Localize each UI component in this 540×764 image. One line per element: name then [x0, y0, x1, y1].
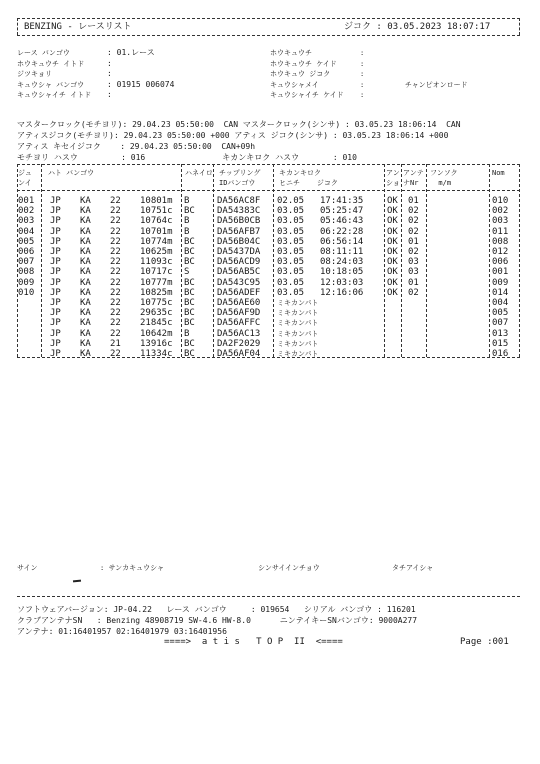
row-record-date: 03.05 [277, 236, 305, 247]
row-color: B [184, 328, 190, 339]
row-rank: 004 [18, 226, 35, 237]
clock-line-1: マスタークロック(モチヨリ): 29.04.23 05:50:00 CAN マスタークロック(シンサ) : 03.05.23 18:06:14 CAN [17, 120, 461, 129]
row-prefix-club: KA [80, 318, 91, 329]
row-year: 22 [110, 349, 121, 359]
race-info-value: : [107, 69, 117, 78]
row-chip-id: DA56AF9D [217, 308, 261, 319]
row-color: BC [184, 257, 195, 268]
table-row [0, 247, 540, 257]
row-year: 22 [110, 226, 121, 237]
row-color: BC [184, 247, 195, 257]
col-header-nom: Nom [492, 169, 505, 177]
footer-separator [17, 596, 520, 597]
row-nom: 011 [492, 226, 509, 237]
row-antenna-nr: 03 [408, 267, 419, 278]
row-prefix-club: KA [80, 277, 91, 288]
row-rank: 003 [18, 216, 35, 227]
row-nom: 015 [492, 338, 509, 349]
row-year: 22 [110, 298, 121, 308]
footer-page-number: Page :001 [460, 637, 509, 647]
row-record-date: ミキカンパト [277, 350, 319, 358]
table-row [0, 196, 540, 206]
row-nom: 013 [492, 328, 509, 339]
col-header-antenna-nr: アンテ ナNr [403, 169, 424, 187]
row-ring-number: 10642m [140, 328, 173, 339]
row-prefix-club: KA [80, 247, 91, 257]
race-info-value: : [360, 91, 377, 99]
row-record-date: ミキカンパト [277, 339, 319, 348]
row-ring-number: 10777m [140, 277, 173, 288]
participant-sign-label: : サンカキュウシャ [100, 564, 164, 572]
row-year: 22 [110, 267, 121, 278]
row-year: 22 [110, 277, 121, 288]
row-year: 22 [110, 318, 121, 329]
row-color: BC [184, 318, 195, 329]
row-prefix-country: JP [50, 206, 61, 217]
row-rank: 006 [18, 247, 35, 257]
row-chip-id: DA56AC8F [217, 196, 261, 206]
race-info-label: キュウシャイチ ケイド [270, 91, 344, 99]
row-year: 22 [110, 236, 121, 247]
race-info-value: : [360, 59, 377, 68]
col-header-record: キカンキロク ヒニチ ジコク [279, 169, 338, 187]
row-ring-number: 11093c [140, 257, 173, 268]
row-year: 22 [110, 328, 121, 339]
row-chip-id: DA56ADEF [217, 287, 261, 298]
row-antenna-status: OK [387, 216, 398, 227]
row-ring-number: 10825m [140, 287, 173, 298]
race-info-value: : [107, 58, 117, 68]
row-ring-number: 11334c [140, 349, 173, 359]
row-record-time: 05:46:43 [320, 216, 364, 227]
report-time-label: ジコク : 03.05.2023 18:07:17 [344, 22, 491, 32]
table-row [0, 257, 540, 267]
row-antenna-status: OK [387, 206, 398, 217]
row-prefix-club: KA [80, 308, 91, 319]
row-chip-id: DA56AF04 [217, 349, 261, 359]
footer-brand: ====> a t i s T O P II <==== [164, 637, 343, 647]
row-ring-number: 10717c [140, 267, 173, 278]
row-nom: 012 [492, 247, 509, 257]
row-chip-id: DA54383C [217, 206, 261, 217]
row-antenna-nr: 02 [408, 206, 419, 217]
race-info-value: : 01915 006074 [107, 79, 175, 89]
row-color: BC [184, 236, 195, 247]
table-row [0, 227, 540, 237]
row-nom: 004 [492, 298, 509, 308]
row-prefix-club: KA [80, 206, 91, 217]
row-ring-number: 10751c [140, 206, 173, 217]
row-prefix-country: JP [50, 298, 61, 308]
row-prefix-club: KA [80, 236, 91, 247]
row-year: 22 [110, 216, 121, 227]
row-color: B [184, 196, 190, 206]
row-nom: 002 [492, 206, 509, 217]
row-antenna-status: OK [387, 257, 398, 268]
row-color: BC [184, 338, 195, 349]
witness-sign-label: タチアイシャ [392, 564, 434, 572]
row-year: 22 [110, 287, 121, 298]
row-record-time: 17:41:35 [320, 196, 364, 206]
row-antenna-nr: 01 [408, 236, 419, 247]
row-record-time: 12:16:06 [320, 287, 364, 298]
row-prefix-club: KA [80, 328, 91, 339]
clock-line-2: アティスジコク(モチヨリ): 29.04.23 05:50:00 +000 アティス ジコク(シンサ) : 03.05.23 18:06:14 +000 [17, 131, 449, 140]
row-record-time: 12:03:03 [320, 277, 364, 288]
row-prefix-club: KA [80, 226, 91, 237]
row-antenna-nr: 01 [408, 277, 419, 288]
sign-label: サイン [17, 564, 38, 572]
row-record-date: ミキカンパト [277, 309, 319, 318]
row-antenna-status: OK [387, 226, 398, 237]
row-prefix-club: KA [80, 196, 91, 206]
row-chip-id: DA56AFB7 [217, 226, 261, 237]
row-nom: 009 [492, 277, 509, 288]
row-nom: 007 [492, 318, 509, 329]
row-prefix-club: KA [80, 349, 91, 359]
row-antenna-nr: 02 [408, 226, 419, 237]
row-year: 21 [110, 338, 121, 349]
table-row [0, 339, 540, 349]
report-time-value: 03.05.2023 18:07:17 [387, 22, 491, 32]
row-record-date: ミキカンパト [277, 329, 319, 338]
row-rank: 007 [18, 257, 35, 268]
table-row [0, 349, 540, 359]
row-ring-number: 21845c [140, 318, 173, 329]
row-rank: 001 [18, 196, 35, 206]
row-prefix-country: JP [50, 236, 61, 247]
row-chip-id: DA56B04C [217, 236, 261, 247]
race-info-label: キュウシャ バンゴウ [17, 80, 85, 89]
row-nom: 005 [492, 308, 509, 319]
race-info-label: ホウキュウチ ケイド [270, 59, 337, 68]
table-row [0, 237, 540, 247]
row-antenna-status: OK [387, 247, 398, 257]
table-row [0, 278, 540, 288]
row-record-date: ミキカンパト [277, 319, 319, 328]
row-nom: 016 [492, 349, 509, 359]
row-antenna-status: OK [387, 267, 398, 278]
row-year: 22 [110, 196, 121, 206]
row-prefix-country: JP [50, 328, 61, 339]
row-color: B [184, 216, 190, 227]
row-record-date: 03.05 [277, 257, 305, 268]
row-color: BC [184, 206, 195, 217]
footer-line-1: ソフトウェアバージョン: JP-04.22 レース バンゴウ : 019654 シリアル バンゴウ : 116201 [17, 605, 416, 614]
row-antenna-status: OK [387, 277, 398, 288]
row-rank: 002 [18, 206, 35, 217]
row-record-date: 03.05 [277, 267, 305, 278]
row-prefix-club: KA [80, 298, 91, 308]
row-prefix-country: JP [50, 349, 61, 359]
row-prefix-club: KA [80, 257, 91, 268]
row-prefix-country: JP [50, 216, 61, 227]
race-info-label: キュウシャイチ イトド [17, 91, 92, 99]
row-record-time: 06:22:28 [320, 226, 364, 237]
row-year: 22 [110, 308, 121, 319]
row-antenna-status: OK [387, 287, 398, 298]
row-chip-id: DA56AFFC [217, 318, 261, 329]
row-antenna-nr: 03 [408, 257, 419, 268]
row-year: 22 [110, 206, 121, 217]
row-prefix-country: JP [50, 338, 61, 349]
row-prefix-country: JP [50, 196, 61, 206]
row-record-time: 08:24:03 [320, 257, 364, 268]
row-nom: 014 [492, 287, 509, 298]
row-record-date: 03.05 [277, 277, 305, 288]
title-box-bottom-border [17, 35, 520, 36]
table-row [0, 318, 540, 328]
report-title: BENZING - レースリスト [24, 22, 132, 32]
signature-mark [73, 580, 81, 583]
row-prefix-country: JP [50, 287, 61, 298]
row-color: BC [184, 287, 195, 298]
row-nom: 010 [492, 196, 509, 206]
row-ring-number: 10764c [140, 216, 173, 227]
race-info-label: ホウキュウチ イトド [17, 59, 85, 68]
row-prefix-country: JP [50, 247, 61, 257]
row-ring-number: 10701m [140, 226, 173, 237]
row-prefix-country: JP [50, 308, 61, 319]
row-color: BC [184, 349, 195, 359]
row-record-time: 05:25:47 [320, 206, 364, 217]
race-info-value: : 01.レース [107, 48, 155, 57]
race-info-label: ホウキュウチ [270, 49, 312, 57]
col-header-speed: フンソク m/m [430, 169, 458, 187]
col-header-rank: ジュ ンイ [18, 169, 32, 187]
row-chip-id: DA56AE60 [217, 298, 261, 308]
row-prefix-club: KA [80, 267, 91, 278]
table-row [0, 329, 540, 339]
race-info-value: : [360, 49, 377, 57]
row-nom: 008 [492, 236, 509, 247]
table-row [0, 288, 540, 298]
row-year: 22 [110, 247, 121, 257]
row-antenna-nr: 01 [408, 196, 419, 206]
row-prefix-club: KA [80, 338, 91, 349]
row-record-date: 03.05 [277, 247, 305, 257]
judge-sign-label: シンサイインチョウ [258, 564, 320, 572]
title-box-top-border [17, 18, 520, 19]
table-header-separator [17, 190, 520, 191]
row-rank: 010 [18, 287, 35, 298]
clock-line-3: アティス キセイジコク : 29.04.23 05:50:00 CAN+09h [17, 142, 256, 151]
row-chip-id: DA56AC13 [217, 328, 261, 339]
row-color: BC [184, 308, 195, 319]
race-info-label: レース バンゴウ [17, 49, 70, 57]
race-info-label: ジツキョリ [17, 70, 52, 78]
row-chip-id: DA543C95 [217, 277, 261, 288]
col-header-ring: ハト バンゴウ [48, 169, 95, 177]
table-row [0, 308, 540, 318]
row-antenna-nr: 02 [408, 287, 419, 298]
row-record-time: 08:11:11 [320, 247, 364, 257]
row-ring-number: 10775c [140, 298, 173, 308]
col-header-chip: チップリング IDバンゴウ [219, 169, 261, 187]
title-box-left-border [17, 18, 18, 35]
row-prefix-country: JP [50, 226, 61, 237]
row-rank: 009 [18, 277, 35, 288]
row-color: B [184, 226, 190, 237]
row-prefix-country: JP [50, 318, 61, 329]
row-record-date: 03.05 [277, 287, 305, 298]
race-info-label: ホウキュウ ジコク [270, 70, 331, 78]
row-prefix-country: JP [50, 277, 61, 288]
row-nom: 003 [492, 216, 509, 227]
row-ring-number: 10625m [140, 247, 173, 257]
row-prefix-club: KA [80, 216, 91, 227]
col-header-color: ハネイロ [185, 169, 213, 177]
row-record-date: 03.05 [277, 216, 305, 227]
race-info-label: キュウシャメイ [270, 80, 319, 89]
row-color: BC [184, 277, 195, 288]
row-nom: 001 [492, 267, 509, 278]
row-antenna-nr: 02 [408, 247, 419, 257]
row-rank: 005 [18, 236, 35, 247]
row-color: S [184, 267, 190, 278]
row-ring-number: 10774m [140, 236, 173, 247]
row-antenna-nr: 02 [408, 216, 419, 227]
row-record-time: 06:56:14 [320, 236, 364, 247]
table-row [0, 206, 540, 216]
title-box-right-border [519, 18, 520, 35]
table-row [0, 298, 540, 308]
row-prefix-club: KA [80, 287, 91, 298]
row-rank: 008 [18, 267, 35, 278]
row-ring-number: 13916c [140, 338, 173, 349]
footer-line-2: クラブアンテナSN : Benzing 48908719 SW-4.6 HW-8.0 ニンテイキーSNバンゴウ: 9000A277 [17, 616, 418, 625]
race-info-value: : チャンピオンロード [360, 80, 468, 89]
table-top-border [17, 164, 520, 165]
row-nom: 006 [492, 257, 509, 268]
row-chip-id: DA56AB5C [217, 267, 261, 278]
col-header-antenna-status: アン ショ [386, 169, 400, 187]
footer-line-3: アンテナ: 01:16401957 02:16401979 03:16401956 [17, 627, 227, 636]
row-chip-id: DA2F2029 [217, 338, 261, 349]
row-record-date: 03.05 [277, 206, 305, 217]
race-info-value: : [107, 90, 117, 99]
row-prefix-country: JP [50, 267, 61, 278]
table-row [0, 267, 540, 277]
row-ring-number: 10801m [140, 196, 173, 206]
row-chip-id: DA5437DA [217, 247, 261, 257]
row-ring-number: 29635c [140, 308, 173, 319]
row-year: 22 [110, 257, 121, 268]
row-chip-id: DA56B0CB [217, 216, 261, 227]
row-chip-id: DA56ACD9 [217, 257, 261, 268]
row-record-date: 02.05 [277, 196, 305, 206]
row-record-date: 03.05 [277, 226, 305, 237]
race-info-value: : [360, 70, 377, 78]
clock-line-4: モチヨリ ハスウ : 016 キカンキロク ハスウ : 010 [17, 153, 357, 162]
row-color: BC [184, 298, 195, 308]
table-row [0, 216, 540, 226]
row-record-date: ミキカンパト [277, 299, 319, 307]
row-antenna-status: OK [387, 236, 398, 247]
row-antenna-status: OK [387, 196, 398, 206]
row-record-time: 10:18:05 [320, 267, 364, 278]
row-prefix-country: JP [50, 257, 61, 268]
